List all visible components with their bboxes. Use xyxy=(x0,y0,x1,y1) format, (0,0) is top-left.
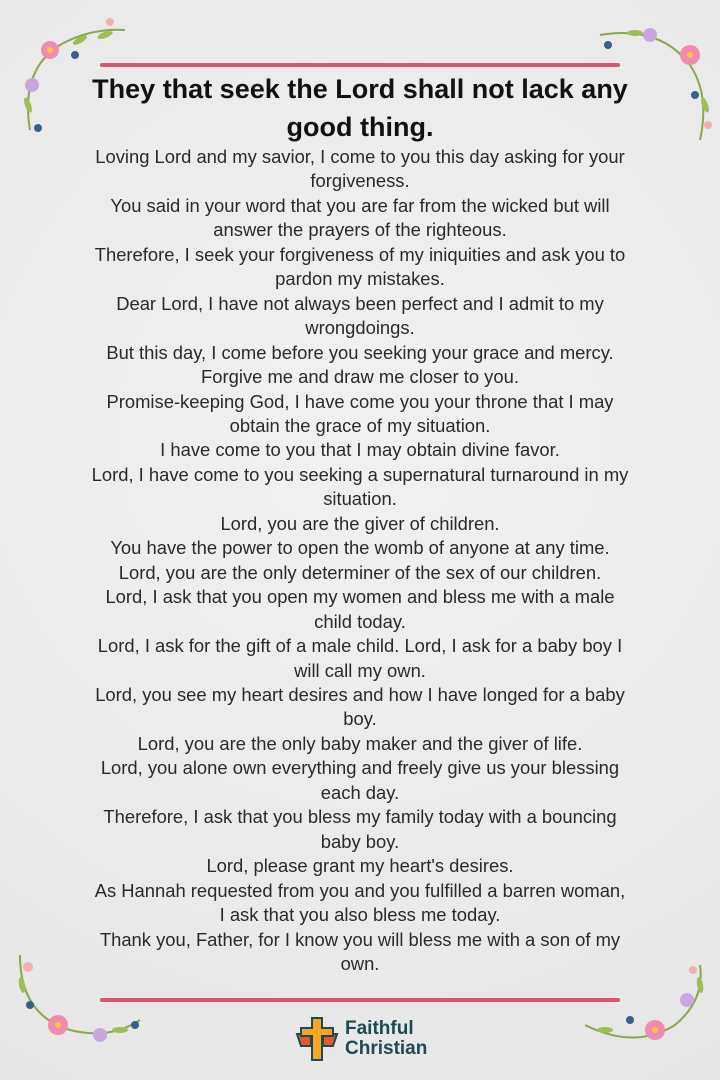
prayer-line: Therefore, I seek your forgiveness of my iniquities and ask you to xyxy=(94,243,626,265)
prayer-line: Lord, you are the only determiner of the sex of our children. xyxy=(118,561,602,583)
prayer-line: boy. xyxy=(343,708,377,730)
prayer-line: pardon my mistakes. xyxy=(275,268,445,290)
title-line: good thing. xyxy=(286,112,434,142)
prayer-line: You have the power to open the womb of anyone at any time. xyxy=(110,537,610,559)
prayer-line: But this day, I come before you seeking your grace and mercy. xyxy=(106,341,614,363)
prayer-line: Lord, I ask that you open my women and bless me with a male xyxy=(105,586,615,608)
title-line: They that seek the Lord shall not lack any xyxy=(92,74,628,104)
prayer-line: Therefore, I ask that you bless my family today with a bouncing xyxy=(103,806,617,828)
prayer-line: child today. xyxy=(314,610,406,632)
prayer-line: obtain the grace of my situation. xyxy=(229,414,491,436)
prayer-line: Lord, you see my heart desires and how I have longed for a baby xyxy=(95,683,625,705)
prayer-line: Lord, please grant my heart's desires. xyxy=(206,855,514,877)
top-divider xyxy=(100,63,620,67)
prayer-line: baby boy. xyxy=(320,830,400,852)
prayer-line: Lord, I ask for the gift of a male child. Lord, I ask for a baby boy I xyxy=(97,635,623,657)
bottom-divider xyxy=(100,998,620,1002)
prayer-line: Lord, you are the only baby maker and the giver of life. xyxy=(137,732,583,754)
prayer-line: Forgive me and draw me closer to you. xyxy=(201,366,519,388)
logo-line-2: Christian xyxy=(345,1038,428,1059)
prayer-line: wrongdoings. xyxy=(305,317,415,339)
prayer-line: will call my own. xyxy=(294,659,426,681)
prayer-line: Promise-keeping God, I have come you your throne that I may xyxy=(106,390,614,412)
prayer-line: Lord, I have come to you seeking a supernatural turnaround in my xyxy=(91,463,629,485)
prayer-line: You said in your word that you are far from the wicked but will xyxy=(110,194,610,216)
prayer-line: own. xyxy=(340,952,380,974)
prayer-line: I have come to you that I may obtain divine favor. xyxy=(160,439,560,461)
faithful-christian-logo xyxy=(295,1016,427,1062)
page-title xyxy=(60,70,660,146)
prayer-line: each day. xyxy=(320,781,400,803)
prayer-text xyxy=(20,145,700,976)
prayer-line: answer the prayers of the righteous. xyxy=(213,219,507,241)
logo-line-1: Faithful xyxy=(345,1018,414,1039)
prayer-line: As Hannah requested from you and you fulfilled a barren woman, xyxy=(94,879,626,901)
prayer-line: Thank you, Father, for I know you will bless me with a son of my xyxy=(99,928,621,950)
prayer-line: Lord, you are the giver of children. xyxy=(220,512,500,534)
prayer-line: Lord, you alone own everything and freely give us your blessing xyxy=(100,757,620,779)
prayer-line: I ask that you also bless me today. xyxy=(219,904,501,926)
prayer-line: situation. xyxy=(323,488,397,510)
prayer-line: Loving Lord and my savior, I come to you this day asking for your xyxy=(95,146,625,167)
cross-icon xyxy=(295,1016,339,1062)
prayer-line: Dear Lord, I have not always been perfect and I admit to my xyxy=(116,292,604,314)
prayer-line: forgiveness. xyxy=(310,170,410,192)
